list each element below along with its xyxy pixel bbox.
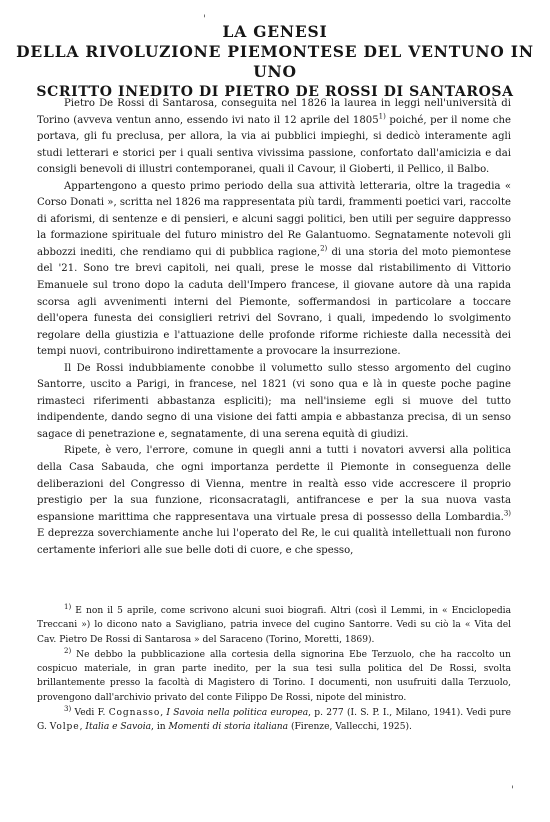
body-text: [37, 96, 511, 559]
footnote-3-author-1: Cognasso: [108, 708, 161, 719]
footnote-3-title-1: I Savoia nella politica europea: [166, 708, 309, 719]
footnote-3: [37, 706, 511, 735]
page-title: LA GENESI: [222, 22, 328, 41]
paragraph-2: [37, 179, 511, 361]
paragraph-1-text-a: Pietro De Rossi di Santarosa, conseguita nel 1826 la laurea in leggi nell'università di Torino (avveva ventun anno, essendo ivi nato il 12 aprile del 1805: [37, 98, 511, 126]
top-margin-mark: ': [203, 14, 206, 25]
footnote-ref-2: 2): [320, 244, 328, 253]
paragraph-2-text-b: di una storia del moto piemontese del '21. Sono tre brevi capitoli, nei quali, prese le mosse dal ristabilimento di Vittorio Emanuele sul trono dopo la caduta dell'Impero francese, il giovane autore dà una rapida scorsa agli avvenimenti interni del Piemonte, soffermandosi in particolare a toccare dell'opera funesta dei consiglieri retrivi del Sovrano, i quali, impedendo lo svolgimento regolare della giustizia e l'attuazione delle profonde riforme richieste dalla necessità dei tempi nuovi, contribuirono indirettamente a provocare la insurrezione.: [37, 246, 511, 358]
title-line-2: DELLA RIVOLUZIONE PIEMONTESE DEL VENTUNO IN UNO: [16, 42, 534, 81]
footnote-3-comma-1: ,: [160, 708, 167, 719]
footnote-2-number: 2): [64, 646, 72, 655]
footnote-3-title-3: Momenti di storia italiana: [168, 722, 289, 733]
paragraph-1: [37, 96, 511, 179]
footnote-3-number: 3): [64, 705, 72, 714]
title-line-3: SCRITTO INEDITO DI PIETRO DE ROSSI DI SANTAROSA: [36, 84, 514, 100]
footnote-1-text: E non il 5 aprile, come scrivono alcuni suoi biografi. Altri (così il Lemmi, in « Enciclopedia Treccani ») lo dicono nato a Savigliano, patria invece del cugino Santorre. Vedi su ciò la « Vita del Cav. Pietro De Rossi di Santarosa » del Saraceno (Torino, Moretti, 1869).: [37, 606, 511, 645]
footnote-3-text-d: (Firenze, Vallecchi, 1925).: [288, 722, 412, 733]
footnotes: [37, 604, 511, 735]
paragraph-3: Il De Rossi indubbiamente conobbe il volumetto sullo stesso argomento del cugino Santorre, uscito a Parigi, in francese, nel 1821 (vi sono qua e là in queste poche pagine rimasteci riferimenti abbastanza espliciti); ma nell'insieme egli si muove del tutto indipendente, dando segno di una visione dei fatti ampia e abbastanza precisa, di un senso sagace di penetrazione e, segnatamente, di una serena equità di giudizi.: [37, 362, 511, 440]
paragraph-4-text-a: Ripete, è vero, l'errore, comune in quegli anni a tutti i novatori avversi alla politica della Casa Sabauda, che ogni importanza perdette il Piemonte in conseguenza delle deliberazioni del Congresso di Vienna, mentre in realtà esso vide accrescere il proprio prestigio per la sua funzione, riconsacratagli, antifrancese e per la sua nuova vasta espansione marittima che rappresentava una virtuale presa di possesso della Lombardia.: [37, 445, 511, 523]
footnote-2: [37, 648, 511, 705]
footnote-3-text-b: , p. 277 (I. S. P. I., Milano, 1941). Vedi pure G.: [37, 708, 511, 733]
footnote-ref-1: 1): [378, 112, 386, 121]
title-block: [0, 22, 550, 102]
footnote-3-comma-2: ,: [79, 722, 86, 733]
footnote-3-author-2: Volpe: [49, 722, 80, 733]
footnote-ref-3: 3): [503, 509, 511, 518]
footnote-2-text: Ne debbo la pubblicazione alla cortesia della signorina Ebe Terzuolo, che ha raccolto un cospicuo materiale, in gran parte inedito, per la sua tesi sulla politica del De Rossi, svolta brillantemente presso la facoltà di Magistero di Torino. I documenti, non usufruiti dalla Terzuolo, provengono dall'archivio privato del conte Filippo De Rossi, nipote del ministro.: [37, 649, 511, 703]
paragraph-4-text-b: E deprezza soverchiamente anche lui l'operato del Re, le cui qualità intellettuali non furono certamente inferiori alle sue belle doti di cuore, e che spesso,: [37, 528, 511, 556]
footnote-1: [37, 604, 511, 647]
footnote-1-number: 1): [64, 602, 72, 611]
footnote-3-text-a: Vedi F.: [71, 708, 109, 719]
paragraph-2-text-a: Appartengono a questo primo periodo della sua attività letteraria, oltre la tragedia « Corso Donati », scritta nel 1826 ma rappresentata più tardi, frammenti poetici vari, raccolte di aforismi, di sentenze e di pensieri, e alcuni saggi politici, ben utili per seguire dappresso la formazione spirituale del futuro ministro del Re Galantuomo. Segnatamente notevoli gli abbozzi inediti, che rendiamo qui di pubblica ragione,: [37, 180, 511, 258]
paragraph-4: [37, 443, 511, 559]
paragraph-1-text-b: poiché, per il nome che portava, gli fu preclusa, per allora, la via ai pubblici impieghi, si dedicò interamente agli studi letterari e storici per i quali sentiva vivissima passione, confortato dall'amicizia e dai consigli benevoli di illustri contemporanei, quali il Cavour, il Gioberti, il Pellico, il Balbo.: [37, 114, 511, 176]
bottom-margin-mark: ': [511, 785, 514, 796]
footnote-3-text-c: , in: [151, 722, 169, 733]
footnote-3-title-2: Italia e Savoia: [85, 722, 152, 733]
